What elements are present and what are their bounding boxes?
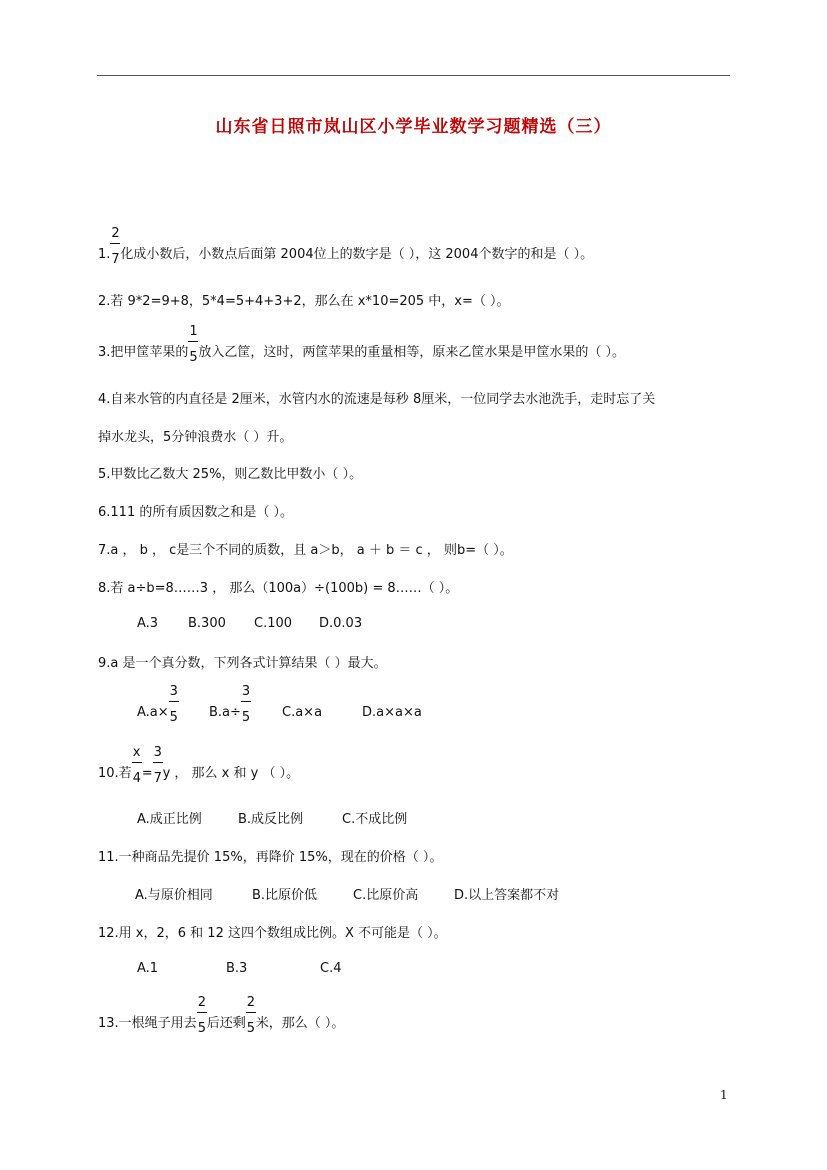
fraction-3-7: $\frac{3}{7}$ bbox=[153, 745, 162, 786]
q9-option-c: C.a×a bbox=[282, 705, 323, 720]
q10-option-b: B.成反比例 bbox=[238, 812, 304, 827]
q10-option-c: C.不成比例 bbox=[342, 812, 408, 827]
question-13: 13.一根绳子用去 $\frac{2}{5}$ 后还剩 $\frac{2}{5}$ 米，那么（ ）。 bbox=[98, 995, 345, 1036]
question-2: 2.若 9*2=9+8，5*4=5+4+3+2，那么在 x*10=205 中，x=（ ）。 bbox=[98, 294, 510, 309]
page-title: 山东省日照市岚山区小学毕业数学习题精选（三） bbox=[215, 117, 612, 137]
q11-option-b: B.比原价低 bbox=[252, 888, 318, 903]
q10-option-a: A.成正比例 bbox=[137, 812, 202, 827]
fraction-2-5: $\frac{2}{5}$ bbox=[197, 995, 206, 1036]
q11-option-d: D.以上答案都不对 bbox=[454, 888, 560, 903]
q8-option-d: D.0.03 bbox=[319, 616, 363, 631]
question-4-line-1: 4.自来水管的内直径是 2厘米，水管内水的流速是每秒 8厘米，一位同学去水池洗手，走时忘了关 bbox=[98, 392, 656, 407]
question-6: 6.111 的所有质因数之和是（ ）。 bbox=[98, 505, 293, 520]
q12-option-c: C.4 bbox=[320, 961, 342, 976]
page-number: 1 bbox=[720, 1088, 728, 1102]
q8-option-a: A.3 bbox=[137, 616, 159, 631]
fraction-2-7: $\frac{2}{7}$ bbox=[111, 226, 120, 267]
question-11: 11.一种商品先提价 15%，再降价 15%，现在的价格（ ）。 bbox=[98, 850, 443, 865]
q12-option-a: A.1 bbox=[137, 961, 159, 976]
q8-option-c: C.100 bbox=[254, 616, 293, 631]
fraction-3-5: $\frac{3}{5}$ bbox=[169, 684, 178, 725]
q9-option-d: D.a×a×a bbox=[362, 705, 422, 720]
q12-option-b: B.3 bbox=[226, 961, 248, 976]
question-4-line-2: 掉水龙头，5分钟浪费水（ ）升。 bbox=[98, 430, 293, 445]
question-1: 1. $\frac{2}{7}$ 化成小数后，小数点后面第 2004位上的数字是（ ），这 2004个数字的和是（ ）。 bbox=[98, 226, 594, 267]
q8-option-b: B.300 bbox=[188, 616, 226, 631]
q11-option-c: C.比原价高 bbox=[353, 888, 419, 903]
q9-option-b: B.a÷ $\frac{3}{5}$ bbox=[209, 684, 251, 725]
question-3: 3.把甲筐苹果的 $\frac{1}{5}$ 放入乙筐，这时，两筐苹果的重量相等，原来乙筐水果是甲筐水果的（ ）。 bbox=[98, 324, 626, 365]
fraction-3-5: $\frac{3}{5}$ bbox=[241, 684, 251, 725]
question-9: 9.a 是一个真分数，下列各式计算结果（ ）最大。 bbox=[98, 656, 387, 671]
question-8: 8.若 a÷b=8……3 ， 那么（100a）÷(100b) = 8……（ ）。 bbox=[98, 581, 459, 596]
question-7: 7.a ， b ， c是三个不同的质数，且 a＞b， a ＋ b ＝ c ， 则b=（ ）。 bbox=[98, 543, 513, 558]
q9-option-a: A.a× $\frac{3}{5}$ bbox=[137, 684, 178, 725]
fraction-1-5: $\frac{1}{5}$ bbox=[189, 324, 198, 365]
question-10: 10.若 $\frac{x}{4}$ = $\frac{3}{7}$ y ， 那么 x 和 y （ ）。 bbox=[98, 745, 300, 786]
fraction-x-4: $\frac{x}{4}$ bbox=[132, 745, 141, 786]
question-12: 12.用 x，2，6 和 12 这四个数组成比例。X 不可能是（ ）。 bbox=[98, 926, 447, 941]
header-rule bbox=[97, 75, 730, 76]
fraction-2-5: $\frac{2}{5}$ bbox=[246, 995, 255, 1036]
question-5: 5.甲数比乙数大 25%，则乙数比甲数小（ ）。 bbox=[98, 467, 363, 482]
q11-option-a: A.与原价相同 bbox=[135, 888, 213, 903]
